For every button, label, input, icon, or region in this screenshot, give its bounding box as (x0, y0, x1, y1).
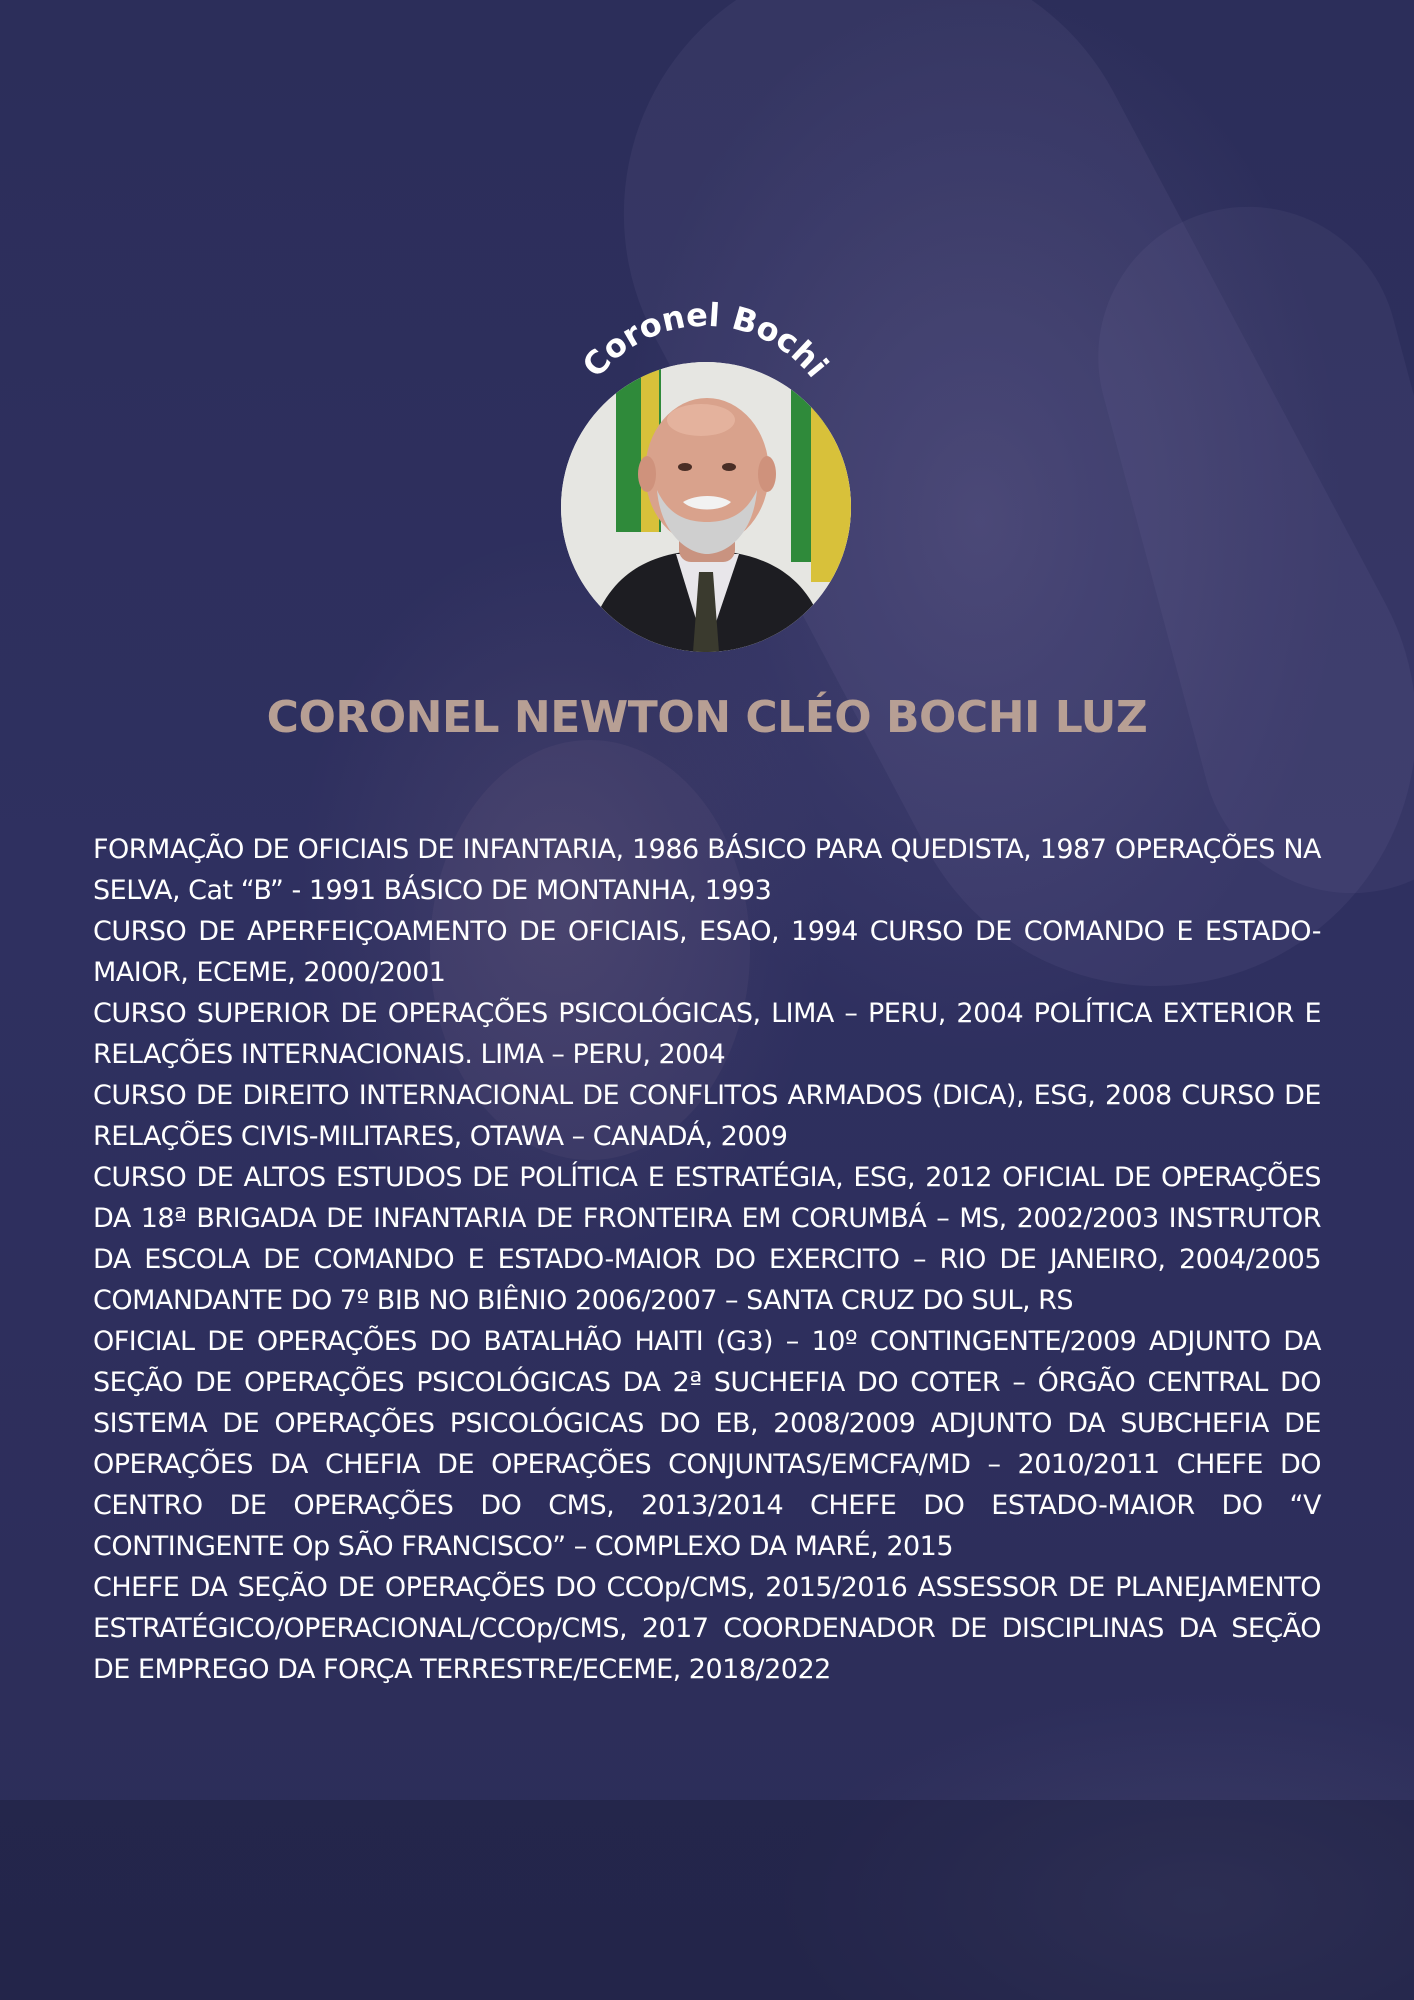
background-shape (0, 1800, 1414, 2000)
profile-badge (555, 300, 855, 670)
biography-text (93, 829, 1321, 1690)
page-title: CORONEL NEWTON CLÉO BOCHI LUZ (266, 692, 1148, 743)
bio-paragraph: CHEFE DA SEÇÃO DE OPERAÇÕES DO CCOp/CMS, 2015/2016 ASSESSOR DE PLANEJAMENTO ESTRATÉGICO/OPERACIONAL/CCOp/CMS, 2017 COORDENADOR DE DISCIPLINAS DA SEÇÃO DE EMPREGO DA FORÇA TERRESTRE/ECEME, 2018/2022 (93, 1572, 1321, 1685)
portrait-illustration (561, 362, 851, 652)
bio-paragraph: OFICIAL DE OPERAÇÕES DO BATALHÃO HAITI (G3) – 10º CONTINGENTE/2009 ADJUNTO DA SEÇÃO DE OPERAÇÕES PSICOLÓGICAS DA 2ª SUCHEFIA DO COTER – ÓRGÃO CENTRAL DO SISTEMA DE OPERAÇÕES PSICOLÓGICAS DO EB, 2008/2009 ADJUNTO DA SUBCHEFIA DE OPERAÇÕES DA CHEFIA DE OPERAÇÕES CONJUNTAS/EMCFA/MD – 2010/2011 CHEFE DO CENTRO DE OPERAÇÕES DO CMS, 2013/2014 CHEFE DO ESTADO-MAIOR DO “V CONTINGENTE Op SÃO FRANCISCO” – COMPLEXO DA MARÉ, 2015 (93, 1326, 1321, 1562)
arc-title-label: Coronel Bochi (574, 300, 836, 385)
bio-paragraph: CURSO SUPERIOR DE OPERAÇÕES PSICOLÓGICAS, LIMA – PERU, 2004 POLÍTICA EXTERIOR E RELAÇÕES INTERNACIONAIS. LIMA – PERU, 2004 (93, 998, 1321, 1070)
bio-paragraph: CURSO DE APERFEIÇOAMENTO DE OFICIAIS, ESAO, 1994 CURSO DE COMANDO E ESTADO-MAIOR, ECEME, 2000/2001 (93, 916, 1321, 988)
portrait-photo (561, 362, 851, 652)
background-shape (1065, 173, 1414, 927)
bio-paragraph: FORMAÇÃO DE OFICIAIS DE INFANTARIA, 1986 BÁSICO PARA QUEDISTA, 1987 OPERAÇÕES NA SELVA, Cat “B” - 1991 BÁSICO DE MONTANHA, 1993 (93, 834, 1321, 906)
bio-paragraph: CURSO DE ALTOS ESTUDOS DE POLÍTICA E ESTRATÉGIA, ESG, 2012 OFICIAL DE OPERAÇÕES DA 18ª BRIGADA DE INFANTARIA DE FRONTEIRA EM CORUMBÁ – MS, 2002/2003 INSTRUTOR DA ESCOLA DE COMANDO E ESTADO-MAIOR DO EXERCITO – RIO DE JANEIRO, 2004/2005 COMANDANTE DO 7º BIB NO BIÊNIO 2006/2007 – SANTA CRUZ DO SUL, RS (93, 1162, 1321, 1316)
bio-paragraph: CURSO DE DIREITO INTERNACIONAL DE CONFLITOS ARMADOS (DICA), ESG, 2008 CURSO DE RELAÇÕES CIVIS-MILITARES, OTAWA – CANADÁ, 2009 (93, 1080, 1321, 1152)
